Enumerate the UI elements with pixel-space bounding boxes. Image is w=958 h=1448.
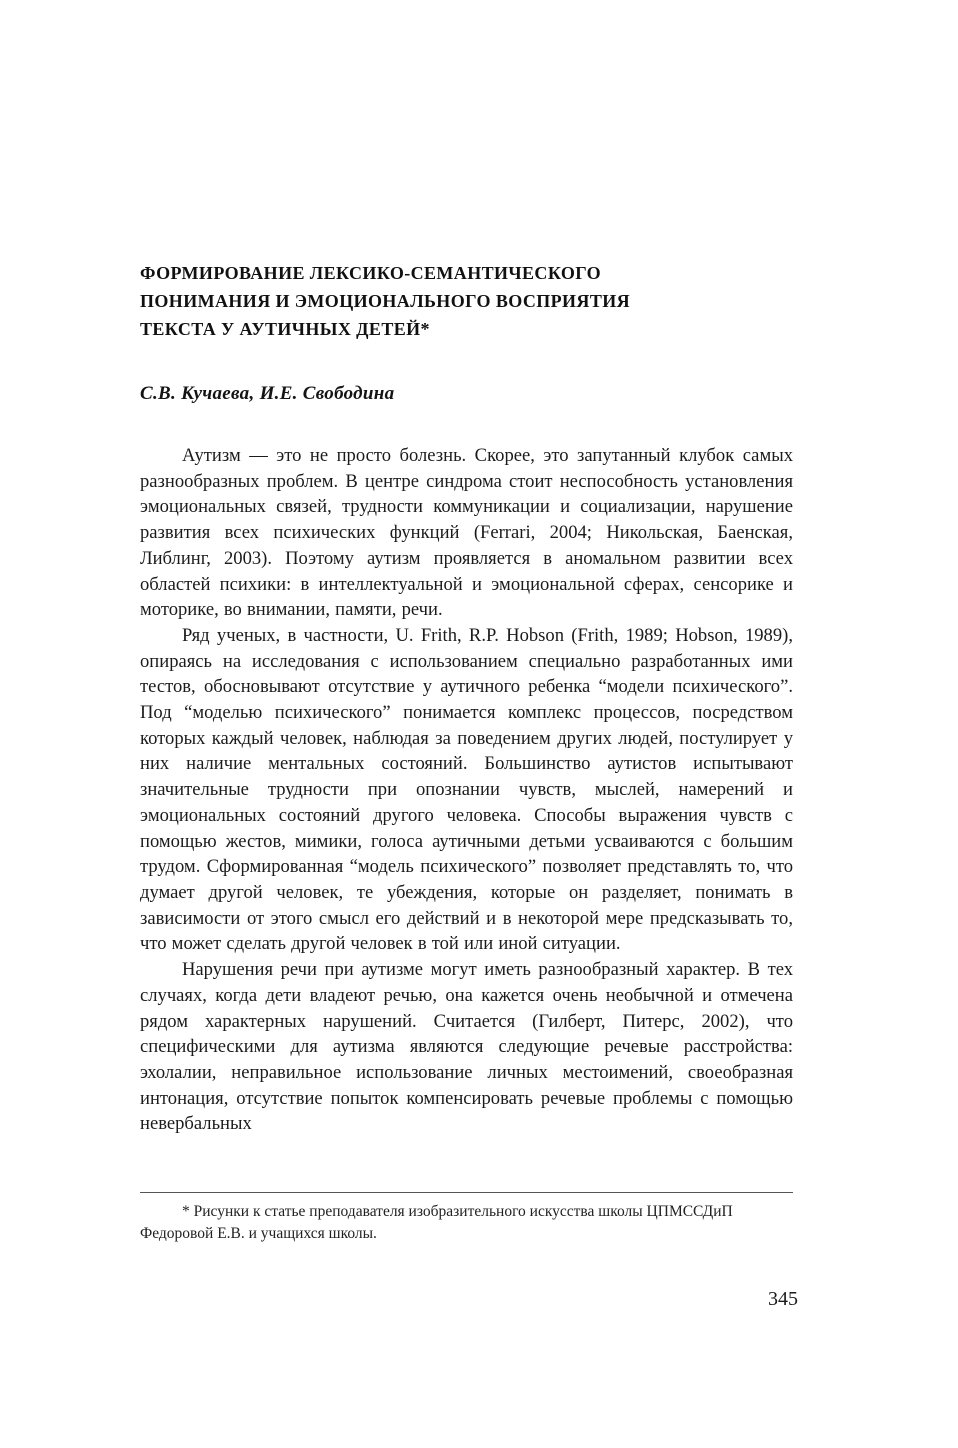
article-content: [140, 247, 793, 1137]
footnote-text: * Рисунки к статье преподавателя изобразительного искусства школы ЦПМССДиП Федоровой Е.В. и учащихся школы.: [140, 1203, 733, 1242]
article-title-line-2: ПОНИМАНИЯ И ЭМОЦИОНАЛЬНОГО ВОСПРИЯТИЯ: [140, 291, 631, 312]
footnote: [140, 1192, 793, 1245]
paragraph-1: Аутизм — это не просто болезнь. Скорее, это запутанный клубок самых разнообразных проблем. В центре синдрома стоит неспособность установления эмоциональных связей, трудности коммуникации и социализации, нарушение развития всех психических функций (Ferrari, 2004; Никольская, Баенская, Либлинг, 2003). Поэтому аутизм проявляется в аномальном развитии всех областей психики: в интеллектуальной и эмоциональной сферах, сенсорике и моторике, во внимании, памяти, речи.: [140, 445, 793, 621]
article-body: [140, 443, 793, 1137]
article-authors: С.В. Кучаева, И.Е. Свободина: [140, 383, 395, 405]
article-title: [140, 259, 793, 343]
paragraph-2: Ряд ученых, в частности, U. Frith, R.P. Hobson (Frith, 1989; Hobson, 1989), опираясь на исследования с использованием специально разработанных ими тестов, обосновывают отсутствие у аутичного ребенка “модели психического”. Под “моделью психического” понимается комплекс процессов, посредством которых каждый человек, наблюдая за поведением других людей, постулирует у них наличие ментальных состояний. Большинство аутистов испытывают значительные трудности при опознании чувств, мыслей, намерений и эмоциональных состояний другого человека. Способы выражения чувств с помощью жестов, мимики, голоса аутичными детьми усваиваются с большим трудом. Сформированная “модель психического” позволяет представлять то, что думает другой человек, те убеждения, которые он разделяет, понимать в зависимости от этого смысл его действий и в некоторой мере предсказывать то, что может сделать другой человек в той или иной ситуации.: [140, 624, 793, 955]
paragraph-3: Нарушения речи при аутизме могут иметь разнообразный характер. В тех случаях, когда дети владеют речью, она кажется очень необычной и отмечена рядом характерных нарушений. Считается (Гилберт, Питерс, 2002), что специфическими для аутизма являются следующие речевые расстройства: эхолалии, неправильное использование личных местоимений, своеобразная интонация, отсутствие попыток компенсировать речевые проблемы с помощью невербальных: [140, 959, 793, 1135]
article-title-line-3: ТЕКСТА У АУТИЧНЫХ ДЕТЕЙ*: [140, 319, 430, 340]
article-title-line-1: ФОРМИРОВАНИЕ ЛЕКСИКО-СЕМАНТИЧЕСКОГО: [140, 263, 602, 284]
page-number: 345: [768, 1288, 798, 1310]
